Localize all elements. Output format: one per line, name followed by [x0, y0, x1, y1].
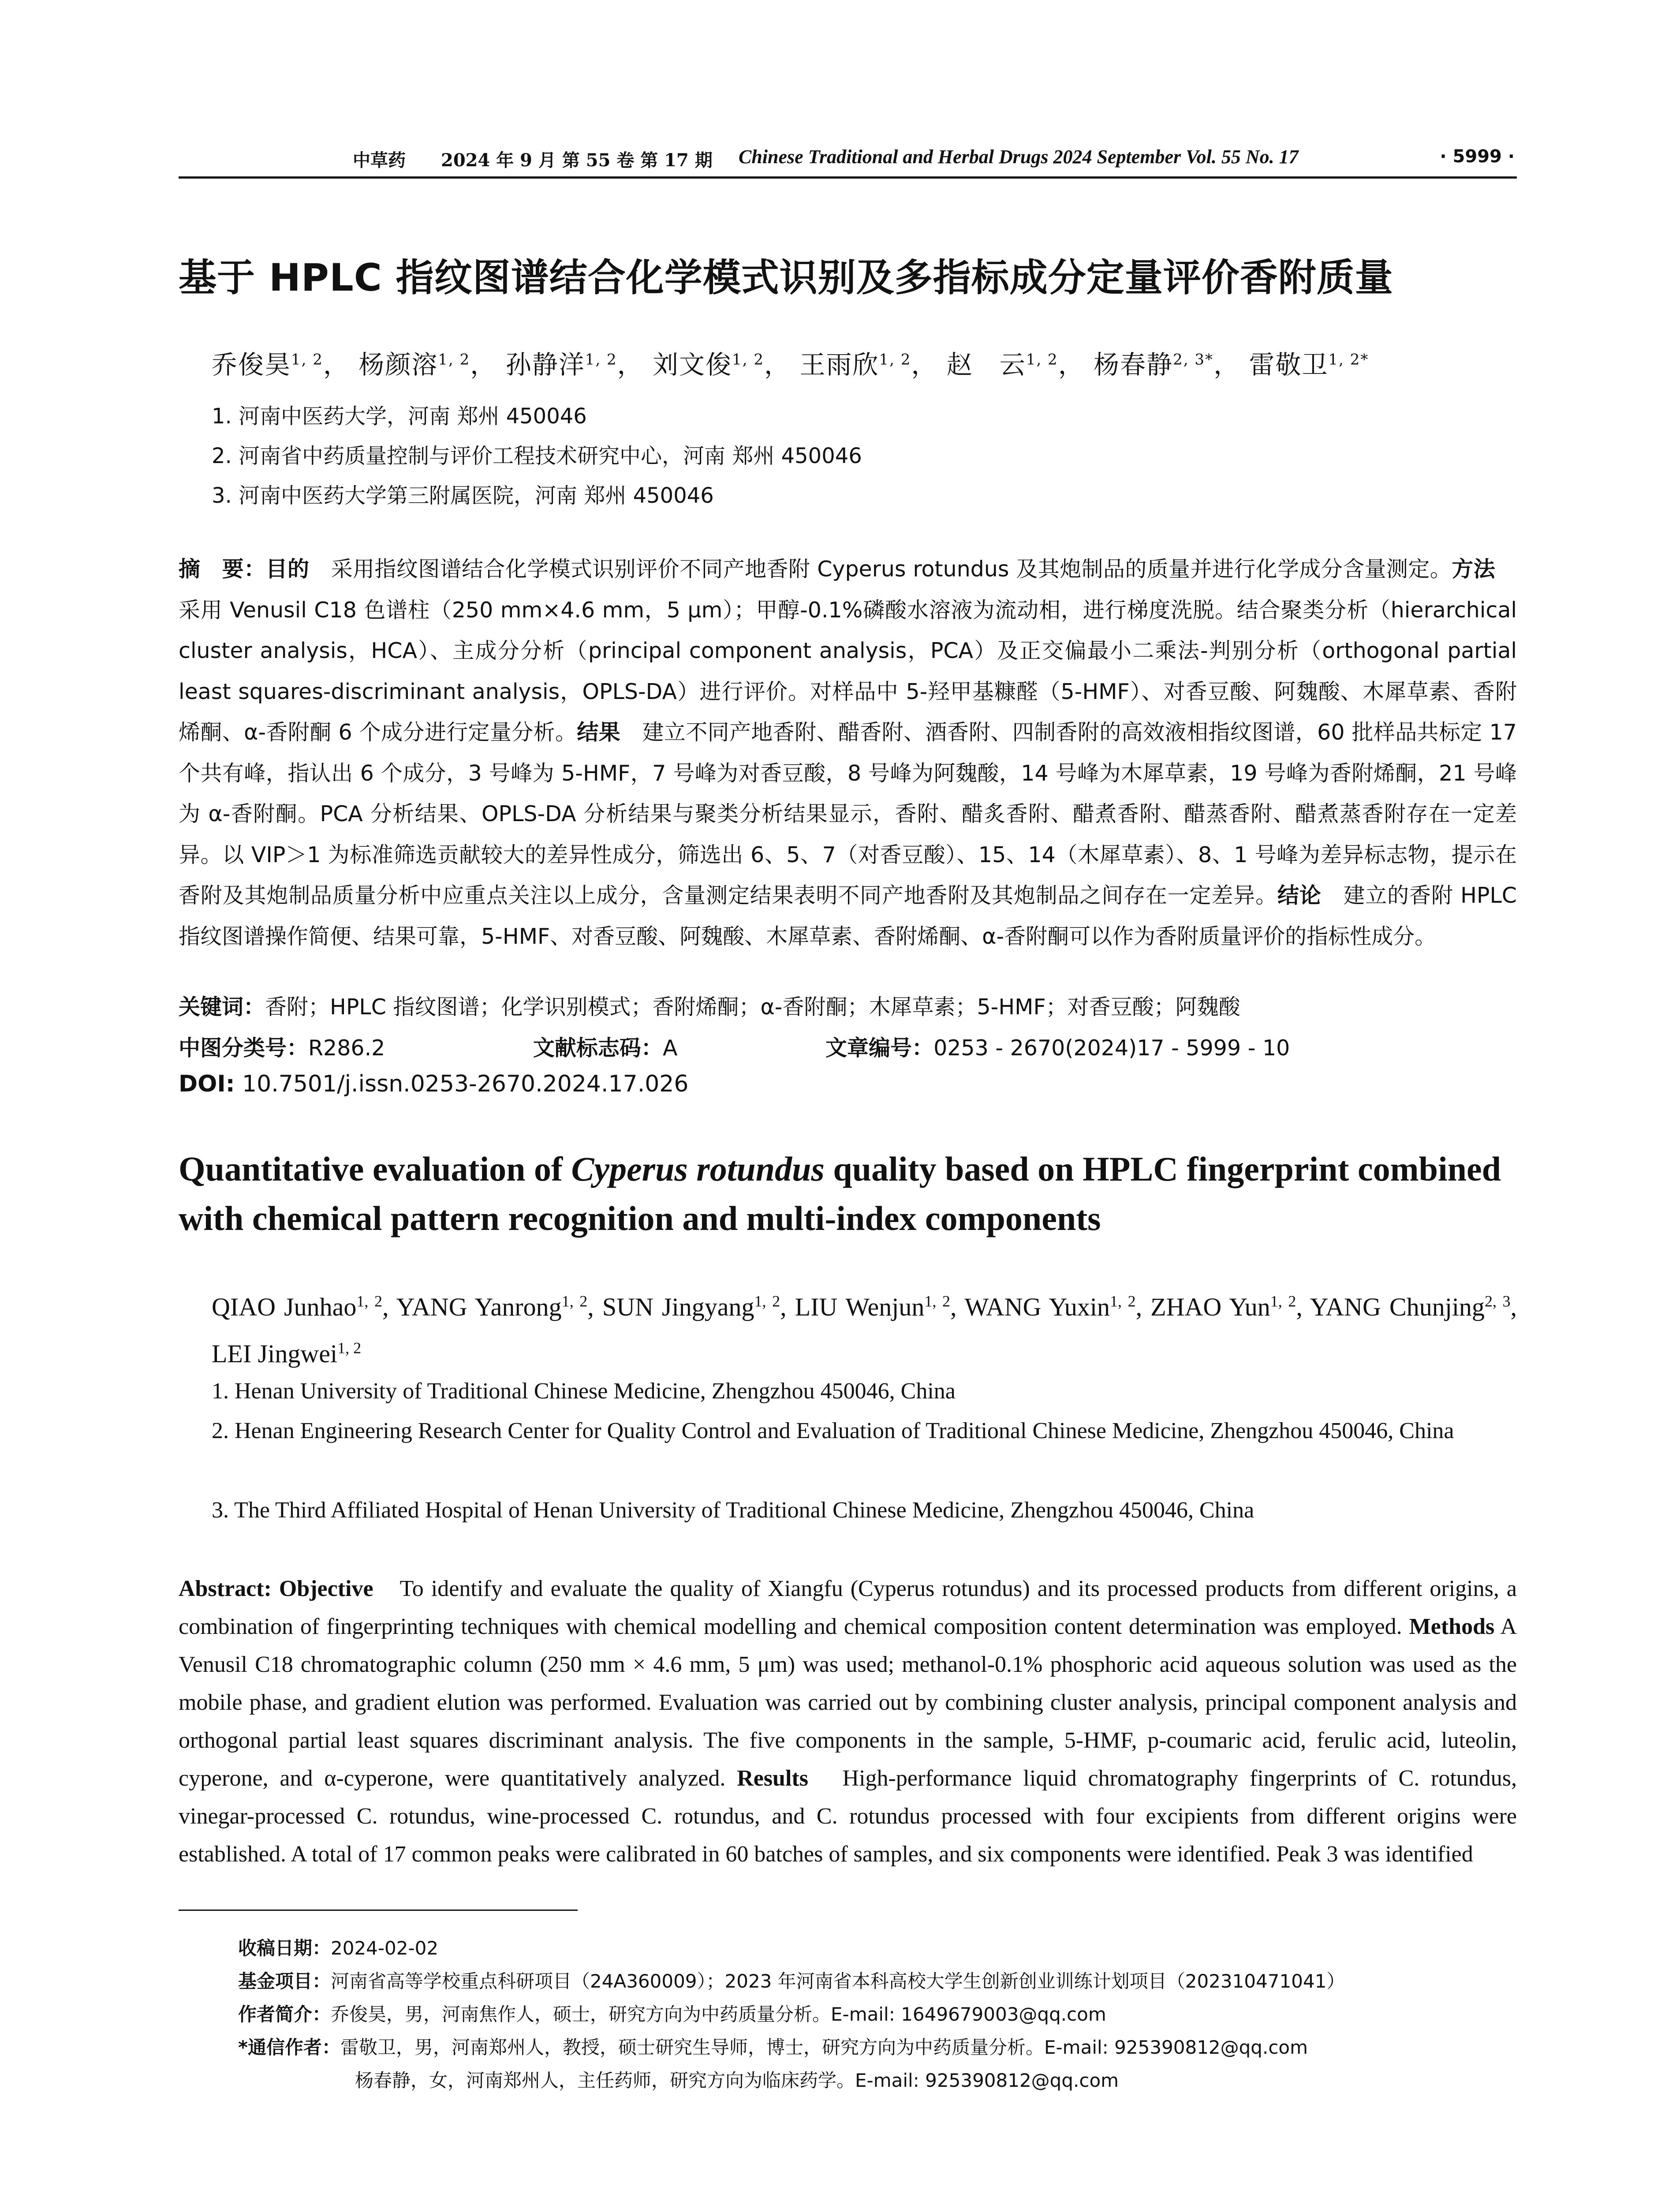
abstract-en	[179, 1570, 1517, 1873]
author-en: LEI Jingwei$^{1, 2}$	[212, 1339, 362, 1368]
author-cn: 王雨欣$^{1, 2}$，	[799, 350, 938, 380]
affiliation-en-3: 3. The Third Affiliated Hospital of Henan University of Traditional Chinese Medicine, Zhengzhou 450046, China	[212, 1498, 1254, 1523]
doi-line	[179, 1071, 1517, 1097]
author-en: LIU Wenjun$^{1, 2}$,	[795, 1293, 965, 1322]
affiliation-cn-2: 2. 河南省中药质量控制与评价工程技术研究中心，河南 郑州 450046	[212, 444, 862, 468]
author-cn: 雷敬卫$^{1, 2*}$	[1249, 350, 1369, 380]
author-en: WANG Yuxin$^{1, 2}$,	[964, 1293, 1151, 1322]
footnote-funding: 基金项目：河南省高等学校重点科研项目（24A360009）；2023 年河南省本科高校大学生创新创业训练计划项目（202310471041）	[238, 1970, 1345, 1992]
footnote-corresponding-2: 杨春静，女，河南郑州人，主任药师，研究方向为临床药学。E-mail: 925390812@qq.com	[355, 2070, 1119, 2091]
keywords-label: 关键词：	[179, 994, 265, 1020]
article-number: 文章编号：0253 - 2670(2024)17 - 5999 - 10	[825, 1035, 1290, 1061]
conclusion-cn: 建立的香附 HPLC 指纹图谱操作简便、结果可靠，5-HMF、对香豆酸、阿魏酸、木犀草素、香附烯酮、α-香附酮可以作为香附质量评价的指标性成分。	[179, 883, 1517, 949]
author-cn: 赵 云$^{1, 2}$，	[946, 350, 1085, 380]
author-en: ZHAO Yun$^{1, 2}$,	[1150, 1293, 1310, 1322]
author-en: QIAO Junhao$^{1, 2}$,	[212, 1293, 396, 1322]
header-rule	[179, 176, 1517, 179]
title-cn: 基于 HPLC 指纹图谱结合化学模式识别及多指标成分定量评价香附质量	[179, 256, 1393, 300]
abstract-cn	[179, 549, 1517, 957]
objective-en: To identify and evaluate the quality of Xiangfu (Cyperus rotundus) and its processed products from different origins, a combination of fingerprinting techniques with chemical modelling and chemical composition content determination was employed.	[179, 1576, 1517, 1639]
keywords-cn	[179, 990, 1517, 1021]
author-cn: 杨春静$^{2, 3*}$，	[1094, 350, 1240, 380]
affiliation-en-1: 1. Henan University of Traditional Chinese Medicine, Zhengzhou 450046, China	[212, 1379, 956, 1404]
page-number: · 5999 ·	[1440, 146, 1515, 167]
abstract-en-label: Abstract: Objective	[179, 1576, 373, 1601]
results-label-en: Results	[737, 1766, 808, 1791]
title-en: Quantitative evaluation of Cyperus rotundus quality based on HPLC fingerprint combined with chemical pattern recognition and multi-index components	[179, 1150, 1501, 1237]
methods-label-cn: 方法	[1452, 557, 1495, 582]
authors-cn	[212, 344, 1517, 381]
methods-en: A Venusil C18 chromatographic column (250 mm × 4.6 mm, 5 μm) was used; methanol-0.1% phosphoric acid aqueous solution was used as the mobile phase, and gradient elution was performed. Evaluation was carried out by combining cluster analysis, principal component analysis and orthogonal partial least squares discriminant analysis. The five components in the sample, 5-HMF, p-coumaric acid, ferulic acid, luteolin, cyperone, and α-cyperone, were quantitatively analyzed.	[179, 1614, 1517, 1791]
journal-name-cn: 中草药	[353, 150, 406, 171]
author-en: YANG Chunjing$^{2, 3}$,	[1310, 1293, 1517, 1322]
author-cn: 杨颜溶$^{1, 2}$，	[358, 350, 497, 380]
methods-cn: 采用 Venusil C18 色谱柱（250 mm×4.6 mm，5 μm）；甲醇-0.1%磷酸水溶液为流动相，进行梯度洗脱。结合聚类分析（hierarchical cluster analysis，HCA）、主成分分析（principal component analysis，PCA）及正交偏最小二乘法-判别分析（orthogonal partial least squares-discriminant analysis，OPLS-DA）进行评价。对样品中 5-羟甲基糠醛（5-HMF）、对香豆酸、阿魏酸、木犀草素、香附烯酮、α-香附酮 6 个成分进行定量分析。	[179, 557, 1517, 745]
results-en: High-performance liquid chromatography fingerprints of C. rotundus, vinegar-processed C. rotundus, wine-processed C. rotundus, and C. rotundus processed with four excipients from different origins were established. A total of 17 common peaks were calibrated in 60 batches of samples, and six components were identified. Peak 3 was identified	[179, 1766, 1517, 1867]
methods-label-en: Methods	[1409, 1614, 1495, 1639]
conclusion-label-cn: 结论	[1277, 883, 1322, 908]
doi-link[interactable]: 10.7501/j.issn.0253-2670.2024.17.026	[235, 1071, 689, 1097]
results-cn: 建立不同产地香附、醋香附、酒香附、四制香附的高效液相指纹图谱，60 批样品共标定 17 个共有峰，指认出 6 个成分，3 号峰为 5-HMF，7 号峰为对香豆酸，8 号峰为阿魏酸，14 号峰为木犀草素，19 号峰为香附烯酮，21 号峰为 α-香附酮。PCA 分析结果、OPLS-DA 分析结果与聚类分析结果显示，香附、醋炙香附、醋煮香附、醋蒸香附、醋煮蒸香附存在一定差异。以 VIP＞1 为标准筛选贡献较大的差异性成分，筛选出 6、5、7（对香豆酸）、15、14（木犀草素）、8、1 号峰为差异标志物，提示在香附及其炮制品质量分析中应重点关注以上成分，含量测定结果表明不同产地香附及其炮制品之间存在一定差异。	[179, 720, 1517, 908]
classification-line	[179, 1031, 1517, 1062]
footnote-received: 收稿日期：2024-02-02	[238, 1937, 439, 1959]
results-label-cn: 结果	[577, 720, 621, 745]
author-cn: 乔俊昊$^{1, 2}$，	[212, 350, 350, 380]
footnote-corresponding: *通信作者：雷敬卫，男，河南郑州人，教授，硕士研究生导师，博士，研究方向为中药质量分析。E-mail: 925390812@qq.com	[238, 2037, 1308, 2058]
keywords-text: 香附；HPLC 指纹图谱；化学识别模式；香附烯酮；α-香附酮；木犀草素；5-HMF；对香豆酸；阿魏酸	[265, 994, 1240, 1020]
author-en: SUN Jingyang$^{1, 2}$,	[602, 1293, 795, 1322]
footnote-author-bio: 作者简介：乔俊昊，男，河南焦作人，硕士，研究方向为中药质量分析。E-mail: 1649679003@qq.com	[238, 2003, 1106, 2025]
affiliation-cn-1: 1. 河南中医药大学，河南 郑州 450046	[212, 404, 587, 429]
objective-cn: 采用指纹图谱结合化学模式识别评价不同产地香附 Cyperus rotundus 及其炮制品的质量并进行化学成分含量测定。	[309, 557, 1452, 582]
document-code: 文献标志码：A	[533, 1035, 678, 1061]
objective-label-cn: 目的	[265, 557, 310, 582]
doi-label: DOI:	[179, 1071, 235, 1097]
journal-name-en: Chinese Traditional and Herbal Drugs 2024 September Vol. 55 No. 17	[739, 146, 1299, 168]
issue-info-cn: 2024 年 9 月 第 55 卷 第 17 期	[441, 150, 713, 171]
clc-number: 中图分类号：R286.2	[179, 1035, 385, 1061]
footnote-rule	[179, 1910, 578, 1911]
affiliation-en-2: 2. Henan Engineering Research Center for Quality Control and Evaluation of Traditional Chinese Medicine, Zhengzhou 450046, China	[212, 1418, 1454, 1443]
running-header	[179, 140, 1515, 176]
author-cn: 孙静洋$^{1, 2}$，	[505, 350, 644, 380]
author-cn: 刘文俊$^{1, 2}$，	[653, 350, 791, 380]
author-en: YANG Yanrong$^{1, 2}$,	[396, 1293, 602, 1322]
title-en-species: Cyperus rotundus	[571, 1150, 825, 1188]
authors-en	[212, 1281, 1517, 1374]
affiliation-cn-3: 3. 河南中医药大学第三附属医院，河南 郑州 450046	[212, 483, 714, 508]
abstract-cn-label: 摘 要：	[179, 557, 266, 582]
